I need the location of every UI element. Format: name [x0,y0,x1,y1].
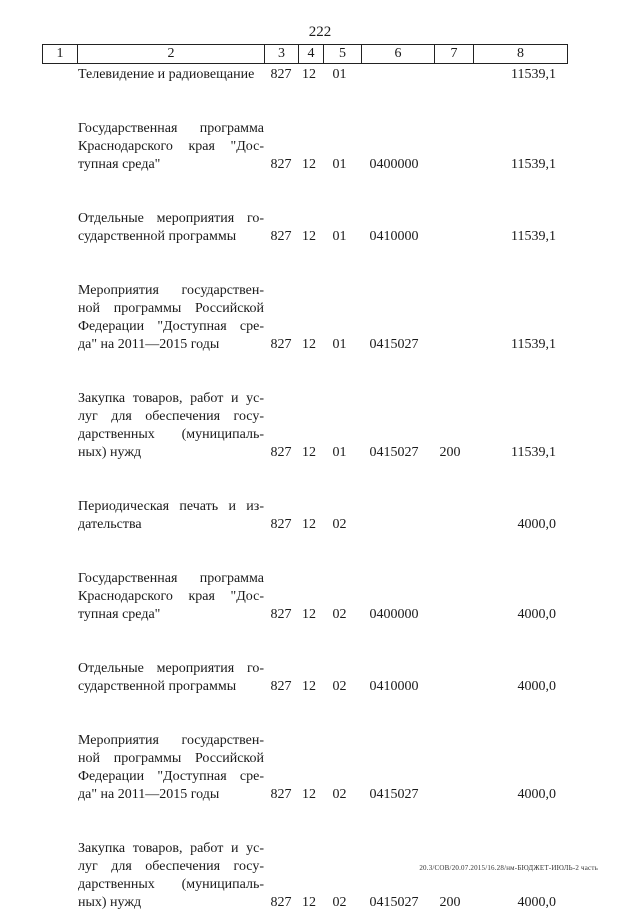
table-row [0,210,640,246]
col-3-ministry: 827 [270,229,292,244]
col-6-target-item: 0410000 [369,229,419,244]
description-line: Мероприятия государствен- [78,733,264,748]
description-line: Краснодарского края "Дос- [78,139,264,154]
description-line: да" на 2011—2015 годы [78,337,220,352]
header-col-8: 8 [474,45,568,64]
row-description [78,840,264,912]
row-description [78,120,264,174]
header-col-6: 6 [362,45,435,64]
col-3-ministry: 827 [270,67,292,82]
description-line: дательства [78,517,142,532]
col-4-section: 12 [302,679,316,694]
description-line: Государственная программа [78,571,264,586]
table-row [0,660,640,696]
col-6-target-item: 0400000 [369,157,419,172]
col-6-target-item: 0415027 [369,787,419,802]
row-description [78,210,264,246]
col-3-ministry: 827 [270,679,292,694]
description-line: Закупка товаров, работ и ус- [78,391,264,406]
col-4-section: 12 [302,67,316,82]
col-8-amount: 11539,1 [511,67,556,82]
col-8-amount: 11539,1 [511,337,556,352]
col-4-section: 12 [302,445,316,460]
col-5-subsection: 01 [332,157,347,172]
col-8-amount: 11539,1 [511,229,556,244]
description-line: Телевидение и радиовещание [78,67,255,82]
col-8-amount: 11539,1 [511,157,556,172]
description-line: Мероприятия государствен- [78,283,264,298]
header-col-5: 5 [324,45,362,64]
header-col-7: 7 [435,45,474,64]
description-line: Федерации "Доступная сре- [78,319,264,334]
col-8-amount: 4000,0 [517,517,556,532]
table-row [0,120,640,174]
col-8-amount: 11539,1 [511,445,556,460]
description-line: дарственных (муниципаль- [78,877,264,892]
col-5-subsection: 01 [332,229,347,244]
col-5-subsection: 02 [332,895,347,910]
table-row [0,570,640,624]
row-description [78,66,264,84]
description-line: ных) нужд [78,895,142,910]
col-8-amount: 4000,0 [517,679,556,694]
col-4-section: 12 [302,517,316,532]
header-col-1: 1 [43,45,78,64]
description-line: Периодическая печать и из- [78,499,264,514]
description-line: ной программы Российской [78,751,264,766]
description-line: тупная среда" [78,607,161,622]
footer-stamp: 20.3/СОВ/20.07.2015/16.28/нм-БЮДЖЕТ-ИЮЛЬ-2 часть [419,864,598,872]
col-5-subsection: 02 [332,679,347,694]
col-8-amount: 4000,0 [517,607,556,622]
col-3-ministry: 827 [270,895,292,910]
col-5-subsection: 02 [332,607,347,622]
col-4-section: 12 [302,229,316,244]
col-3-ministry: 827 [270,517,292,532]
description-line: да" на 2011—2015 годы [78,787,220,802]
col-8-amount: 4000,0 [517,895,556,910]
description-line: ной программы Российской [78,301,264,316]
description-line: сударственной программы [78,679,237,694]
col-4-section: 12 [302,895,316,910]
table-row [0,840,640,912]
col-4-section: 12 [302,337,316,352]
col-4-section: 12 [302,787,316,802]
col-6-target-item: 0415027 [369,337,419,352]
table-row [0,732,640,804]
page-number: 222 [308,24,332,40]
description-line: Краснодарского края "Дос- [78,589,264,604]
col-7-expense-type: 200 [439,445,461,460]
row-description [78,660,264,696]
col-6-target-item: 0410000 [369,679,419,694]
col-5-subsection: 01 [332,337,347,352]
col-8-amount: 4000,0 [517,787,556,802]
description-line: тупная среда" [78,157,161,172]
table-row [0,282,640,354]
row-description [78,732,264,804]
table-row [0,66,640,84]
description-line: Закупка товаров, работ и ус- [78,841,264,856]
row-description [78,282,264,354]
table-row [0,390,640,462]
column-number-header [42,44,568,64]
description-line: Отдельные мероприятия го- [78,661,264,676]
row-description [78,570,264,624]
col-6-target-item: 0415027 [369,895,419,910]
col-5-subsection: 02 [332,517,347,532]
col-4-section: 12 [302,607,316,622]
col-5-subsection: 01 [332,67,347,82]
col-5-subsection: 01 [332,445,347,460]
description-line: луг для обеспечения госу- [78,409,264,424]
description-line: Федерации "Доступная сре- [78,769,264,784]
description-line: дарственных (муниципаль- [78,427,264,442]
budget-rows [0,66,640,912]
description-line: луг для обеспечения госу- [78,859,264,874]
col-4-section: 12 [302,157,316,172]
col-3-ministry: 827 [270,157,292,172]
table-row [0,498,640,534]
header-col-4: 4 [299,45,324,64]
col-6-target-item: 0415027 [369,445,419,460]
col-6-target-item: 0400000 [369,607,419,622]
col-3-ministry: 827 [270,445,292,460]
col-7-expense-type: 200 [439,895,461,910]
description-line: Отдельные мероприятия го- [78,211,264,226]
description-line: сударственной программы [78,229,237,244]
header-col-3: 3 [265,45,299,64]
col-3-ministry: 827 [270,337,292,352]
row-description [78,498,264,534]
header-col-2: 2 [78,45,265,64]
description-line: ных) нужд [78,445,142,460]
col-3-ministry: 827 [270,787,292,802]
col-3-ministry: 827 [270,607,292,622]
col-5-subsection: 02 [332,787,347,802]
row-description [78,390,264,462]
description-line: Государственная программа [78,121,264,136]
